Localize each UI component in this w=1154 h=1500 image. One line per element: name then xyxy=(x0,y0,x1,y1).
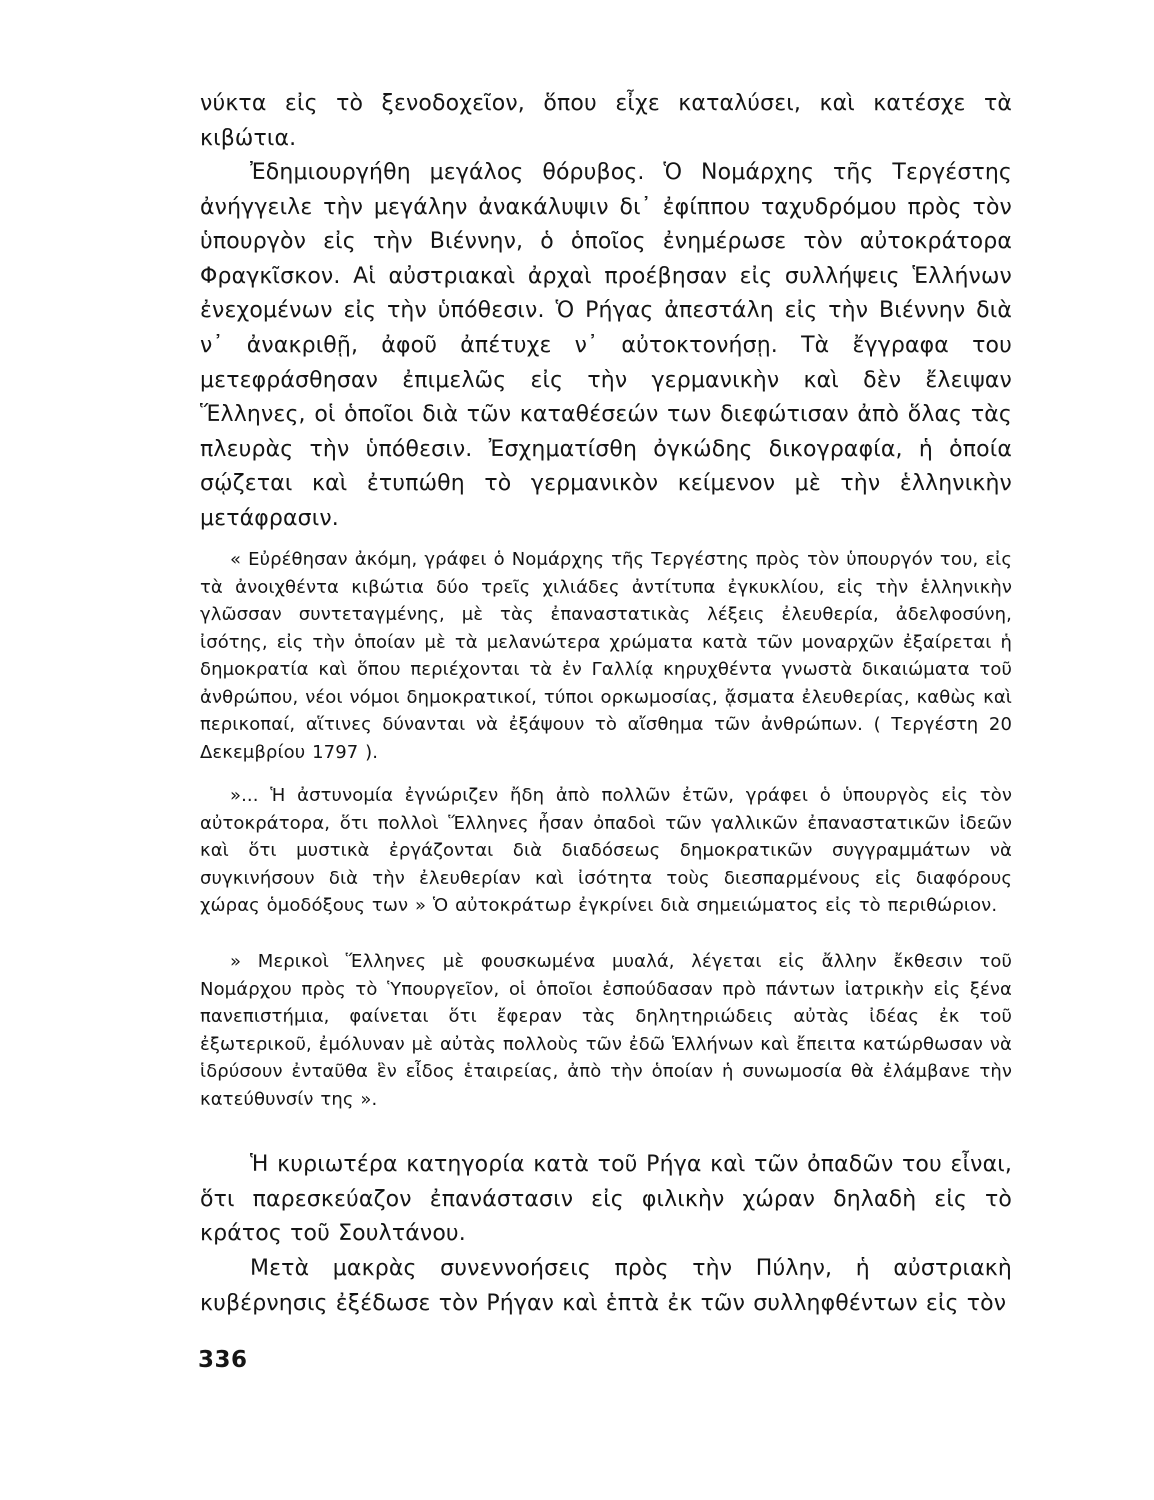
quote-minister-report: »... Ἡ ἀστυνομία ἐγνώριζεν ἤδη ἀπὸ πολλῶν ἐτῶν, γράφει ὁ ὑπουργὸς εἰς τὸν αὐτοκράτορα, ὅτι πολλοὶ Ἕλληνες ἦσαν ὀπαδοὶ τῶν γαλλικῶν ἐπαναστατικῶν ἰδεῶν καὶ ὅτι μυστικὰ ἐργάζονται διὰ διαδόσεως δημοκρατικῶν συγγραμμάτων νὰ συγκινήσουν διὰ τὴν ἐλευθερίαν καὶ ἰσότητα τοὺς διεσπαρμένους εἰς διαφόρους χώρας ὁμοδόξους των » Ὁ αὐτοκράτωρ ἐγκρίνει διὰ σημειώματος εἰς τὸ περιθώριον. xyxy=(200,785,1012,916)
paragraph-continuation: νύκτα εἰς τὸ ξενοδοχεῖον, ὅπου εἶχε καταλύσει, καὶ κατέσχε τὰ κιβώτια. xyxy=(200,91,1012,151)
paragraph-main-charge: Ἡ κυριωτέρα κατηγορία κατὰ τοῦ Ρήγα καὶ τῶν ὀπαδῶν του εἶναι, ὅτι παρεσκεύαζον ἐπανάστασιν εἰς φιλικὴν χώραν δηλαδὴ εἰς τὸ κράτος τοῦ Σουλτάνου. xyxy=(200,1152,1012,1247)
paragraph-extradition: Μετὰ μακρὰς συνεννοήσεις πρὸς τὴν Πύλην, ἡ αὐστριακὴ κυβέρνησις ἐξέδωσε τὸν Ρήγαν καὶ ἑπτὰ ἐκ τῶν συλληφθέντων εἰς τὸν xyxy=(200,1256,1012,1316)
page-number: 336 xyxy=(198,1347,248,1373)
quote-prefect-report: « Εὐρέθησαν ἀκόμη, γράφει ὁ Νομάρχης τῆς Τεργέστης πρὸς τὸν ὑπουργόν του, εἰς τὰ ἀνοιχθέντα κιβώτια δύο τρεῖς χιλιάδες ἀντίτυπα ἐγκυκλίου, εἰς τὴν ἑλληνικὴν γλῶσσαν συντεταγμένης, μὲ τὰς ἐπαναστατικὰς λέξεις ἐλευθερία, ἀδελφοσύνη, ἰσότης, εἰς τὴν ὁποίαν μὲ τὰ μελανώτερα χρώματα κατὰ τῶν μοναρχῶν ἐξαίρεται ἡ δημοκρατία καὶ ὅπου περιέχονται τὰ ἐν Γαλλίᾳ κηρυχθέντα γνωστὰ δικαιώματα τοῦ ἀνθρώπου, νέοι νόμοι δημοκρατικοί, τύποι ορκωμοσίας, ᾄσματα ἐλευθερίας, καθὼς καὶ περικοπαί, αἵτινες δύνανται νὰ ἐξάψουν τὸ αἴσθημα τῶν ἀνθρώπων. ( Τεργέστη 20 Δεκεμβρίου 1797 ). xyxy=(200,549,1012,763)
quote-other-report: » Μερικοὶ Ἕλληνες μὲ φουσκωμένα μυαλά, λέγεται εἰς ἄλλην ἔκθεσιν τοῦ Νομάρχου πρὸς τὸ Ὑπουργεῖον, οἱ ὁποῖοι ἐσπούδασαν πρὸ πάντων ἰατρικὴν εἰς ξένα πανεπιστήμια, φαίνεται ὅτι ἔφεραν τὰς δηλητηριώδεις αὐτὰς ἰδέας ἐκ τοῦ ἐξωτερικοῦ, ἐμόλυναν μὲ αὐτὰς πολλοὺς τῶν ἐδῶ Ἑλλήνων καὶ ἔπειτα κατώρθωσαν νὰ ἱδρύσουν ἐνταῦθα ἓν εἶδος ἑταιρείας, ἀπὸ τὴν ὁποίαν ἡ συνωμοσία θὰ ἐλάμβανε τὴν κατεύθυνσίν της ». xyxy=(200,951,1012,1110)
paragraph-arrest-narrative: Ἐδημιουργήθη μεγάλος θόρυβος. Ὁ Νομάρχης τῆς Τεργέστης ἀνήγγειλε τὴν μεγάλην ἀνακάλυψιν δι᾽ ἐφίππου ταχυδρόμου πρὸς τὸν ὑπουργὸν εἰς τὴν Βιέννην, ὁ ὁποῖος ἐνημέρωσε τὸν αὐτοκράτορα Φραγκῖσκον. Αἱ αὐστριακαὶ ἀρχαὶ προέβησαν εἰς συλλήψεις Ἑλλήνων ἐνεχομένων εἰς τὴν ὑπόθεσιν. Ὁ Ρήγας ἀπεστάλη εἰς τὴν Βιέννην διὰ ν᾽ ἀνακριθῇ, ἀφοῦ ἀπέτυχε ν᾽ αὐτοκτονήσῃ. Τὰ ἔγγραφα του μετεφράσθησαν ἐπιμελῶς εἰς τὴν γερμανικὴν καὶ δὲν ἔλειψαν Ἕλληνες, οἱ ὁποῖοι διὰ τῶν καταθέσεών των διεφώτισαν ἀπὸ ὅλας τὰς πλευρὰς τὴν ὑπόθεσιν. Ἐσχηματίσθη ὀγκώδης δικογραφία, ἡ ὁποία σῴζεται καὶ ἐτυπώθη τὸ γερμανικὸν κείμενον μὲ τὴν ἑλληνικὴν μετάφρασιν. xyxy=(200,160,1012,531)
